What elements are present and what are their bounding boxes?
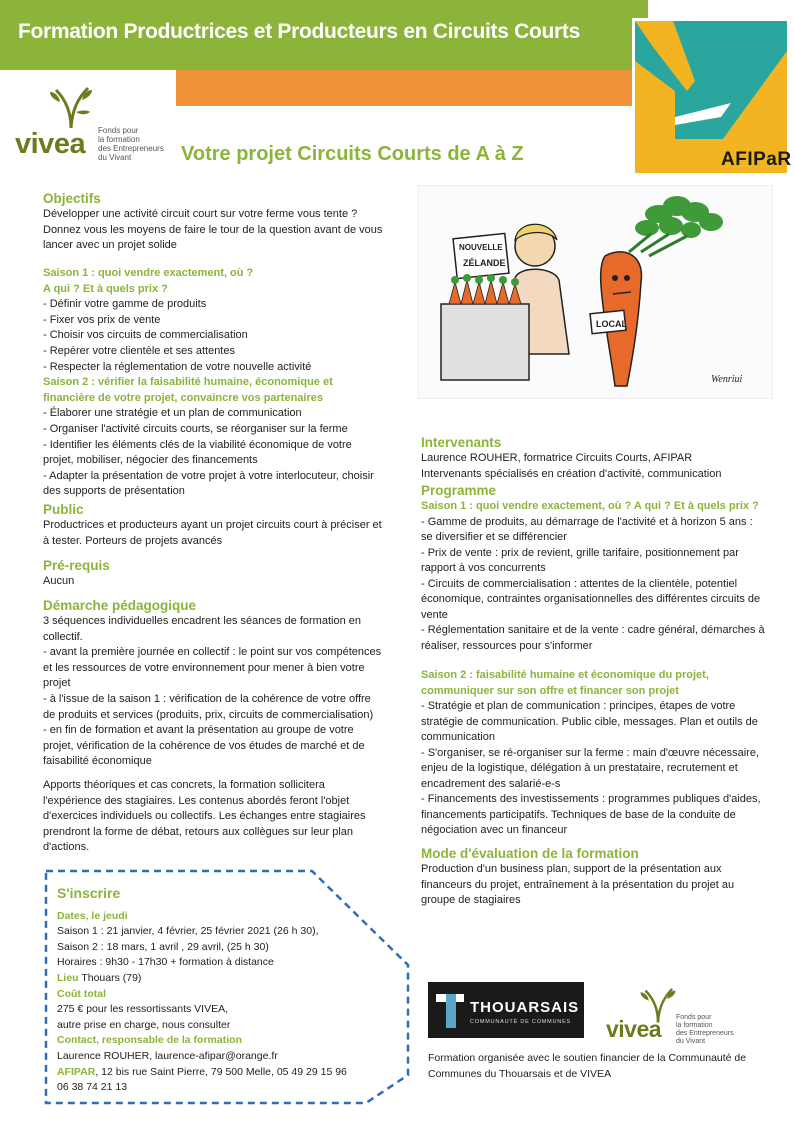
afipar-logo (632, 18, 790, 176)
afipar-address (57, 1065, 377, 1081)
prerequis-text: Aucun (43, 575, 75, 587)
evaluation-heading: Mode d'évaluation de la formation (421, 846, 639, 861)
list-item: - Prix de vente : prix de revient, grille tarifaire, positionnement par rapport à vos concurrents (421, 546, 739, 574)
programme-saison1-heading: Saison 1 : quoi vendre exactement, où ? A qui ? Et à quels prix ? (421, 500, 759, 512)
header-orange-band (176, 70, 642, 106)
cout-line: 275 € pour les ressortissants VIVEA, (57, 1003, 228, 1016)
demarche-section (43, 597, 383, 856)
afipar-logo-text: AFIPaR (721, 149, 792, 170)
phone[interactable]: 06 38 74 21 13 (57, 1081, 128, 1094)
evaluation-section (421, 845, 766, 909)
list-item: - Réglementation sanitaire et de la vente : cadre général, démarches à réaliser, ressources pour s'informer (421, 624, 765, 652)
public-text: Productrices et producteurs ayant un projet circuits court à préciser et à tester. Porteurs de projets avancés (43, 519, 382, 547)
afipar-label: AFIPAR (57, 1065, 96, 1078)
evaluation-text: Production d'un business plan, support de la présentation aux financeurs du projet, entraînement à la présentation du projet au groupe de stagiaires (421, 863, 735, 906)
thouarsais-wordmark: THOUARSAIS (470, 999, 580, 1016)
horaires: Horaires : 9h30 - 17h30 + formation à distance (57, 956, 274, 969)
cartoon-sign-line2: ZÉLANDE (463, 258, 506, 268)
list-item: - Financements des investissements : programmes publiques d'aides, financements participatifs. Techniques de base de la conduite de négociation avec un financeur (421, 793, 761, 836)
cartoon-signature: Wenriui (711, 374, 743, 385)
afipar-address-text: , 12 bis rue Saint Pierre, 79 500 Melle, 05 49 29 15 96 (95, 1065, 347, 1078)
inscription-section (57, 886, 377, 1096)
saison1-section (43, 266, 383, 500)
list-item: - Élaborer une stratégie et un plan de communication (43, 407, 302, 420)
objectifs-heading: Objectifs (43, 191, 101, 206)
saison1-heading-2: A qui ? Et à quels prix ? (43, 282, 168, 295)
thouarsais-logo (428, 982, 584, 1038)
lieu (57, 971, 377, 987)
contact-label: Contact, responsable de la formation (57, 1034, 242, 1047)
vivea-wordmark: vivea (606, 1016, 662, 1042)
lieu-value: Thouars (79) (78, 971, 142, 984)
list-item: - Stratégie et plan de communication : principes, étapes de votre stratégie de communication. Public cible, messages. Plan et outils de communication (421, 700, 758, 743)
contact-line[interactable]: Laurence ROUHER, laurence-afipar@orange.fr (57, 1049, 278, 1062)
prerequis-section (43, 557, 383, 590)
demarche-paragraph: - avant la première journée en collectif : le point sur vos compétences et les ressources de votre environnement pour mener à bien votre projet (43, 646, 382, 690)
cout-label: Coût total (57, 987, 106, 1000)
saison1-heading: Saison 1 : quoi vendre exactement, où ? (43, 267, 254, 279)
demarche-heading: Démarche pédagogique (43, 598, 197, 613)
list-item: - Repérer votre clientèle et ses attentes (43, 344, 235, 357)
vivea-leaf-icon (46, 82, 96, 130)
vivea-tagline: Fonds pour la formation des Entrepreneurs du Vivant (98, 126, 164, 162)
vivea-logo-top (10, 80, 175, 164)
objectifs-section (43, 190, 383, 254)
intervenant-line: Laurence ROUHER, formatrice Circuits Courts, AFIPAR (421, 452, 693, 464)
list-item: - Choisir vos circuits de commercialisation (43, 329, 248, 342)
dates-saison2: Saison 2 : 18 mars, 1 avril , 29 avril, (25 h 30) (57, 940, 269, 953)
intervenants-heading: Intervenants (421, 435, 502, 450)
vivea-logo-bottom (604, 982, 734, 1048)
prerequis-heading: Pré-requis (43, 558, 110, 573)
list-item: - Fixer vos prix de vente (43, 313, 161, 326)
cartoon-illustration (418, 185, 773, 399)
demarche-paragraph: - en fin de formation et avant la présentation au groupe de votre projet, vérification de la cohérence de vos études de marché et de faisabilité économique (43, 724, 365, 768)
vivea-wordmark: vivea (15, 128, 86, 160)
thouarsais-subtitle: COMMUNAUTÉ DE COMMUNES (470, 1019, 572, 1025)
vivea-tagline: Fonds pour la formation des Entrepreneurs du Vivant (676, 1014, 734, 1045)
programme-heading: Programme (421, 483, 497, 498)
saison2-heading: Saison 2 : vérifier la faisabilité humaine, économique et financière de votre projet, convaincre vos partenaires (43, 376, 333, 404)
list-item: - Définir votre gamme de produits (43, 298, 207, 311)
programme-saison2-heading: Saison 2 : faisabilité humaine et économique du projet, communiquer sur son offre et financer son projet (421, 669, 709, 697)
list-item: - Gamme de produits, au démarrage de l'activité et à horizon 5 ans : se diversifier et se différencier (421, 515, 753, 543)
cartoon-local-tag: LOCAL (596, 319, 627, 329)
public-section (43, 501, 383, 549)
cartoon-sign-line1: NOUVELLE (459, 243, 503, 252)
thouarsais-t-icon (428, 982, 468, 1038)
header-title: Formation Productrices et Producteurs en Circuits Courts (18, 20, 580, 43)
cout-line: autre prise en charge, nous consulter (57, 1018, 231, 1031)
intervenants-section (421, 434, 766, 839)
list-item: - S'organiser, se ré-organiser sur la ferme : main d'œuvre nécessaire, enjeu de la logistique, délégation à un prestataire, recrutement et encadrement des salarié-e-s (421, 746, 759, 790)
demarche-paragraph: 3 séquences individuelles encadrent les séances de formation en collectif. (43, 615, 361, 643)
footer-note: Formation organisée avec le soutien financier de la Communauté de Communes du Thouarsais et de VIVEA (428, 1052, 747, 1080)
list-item: - Adapter la présentation de votre projet à votre interlocuteur, choisir des supports de présentation (43, 469, 374, 498)
list-item: - Identifier les éléments clés de la viabilité économique de votre projet, mobiliser, négocier des financements (43, 438, 352, 467)
list-item: - Circuits de commercialisation : attentes de la clientèle, potentiel économique, contraintes organisationnelles des différentes circuits de vente (421, 577, 761, 621)
list-item: - Respecter la réglementation de votre nouvelle activité (43, 360, 312, 373)
lieu-label: Lieu (57, 971, 79, 984)
public-heading: Public (43, 502, 84, 517)
page-title: Votre projet Circuits Courts de A à Z (181, 143, 524, 165)
apports-paragraph: Apports théoriques et cas concrets, la formation sollicitera l'expérience des stagiaires. Les contenus abordés feront l'objet d'exercices individuels ou collectifs. Les échanges entre stagiaires prendront la forme de débat, retours aux collègues sur leur plan d'actions. (43, 778, 366, 854)
demarche-paragraph: - à l'issue de la saison 1 : vérification de la cohérence de votre offre de produits et services (produits, prix, circuits de commercialisation) (43, 692, 374, 721)
objectifs-text: Développer une activité circuit court sur votre ferme vous tente ? Donnez vous les moyens de faire le tour de la question avant de vous lancer avec un projet solide (43, 208, 383, 252)
intervenant-line: Intervenants spécialisés en création d'activité, communication (421, 467, 722, 480)
dates-saison1: Saison 1 : 21 janvier, 4 février, 25 février 2021 (26 h 30), (57, 925, 319, 938)
inscription-title: S'inscrire (57, 885, 121, 901)
list-item: - Organiser l'activité circuits courts, se réorganiser sur la ferme (43, 422, 348, 435)
dates-label: Dates, le jeudi (57, 909, 128, 922)
